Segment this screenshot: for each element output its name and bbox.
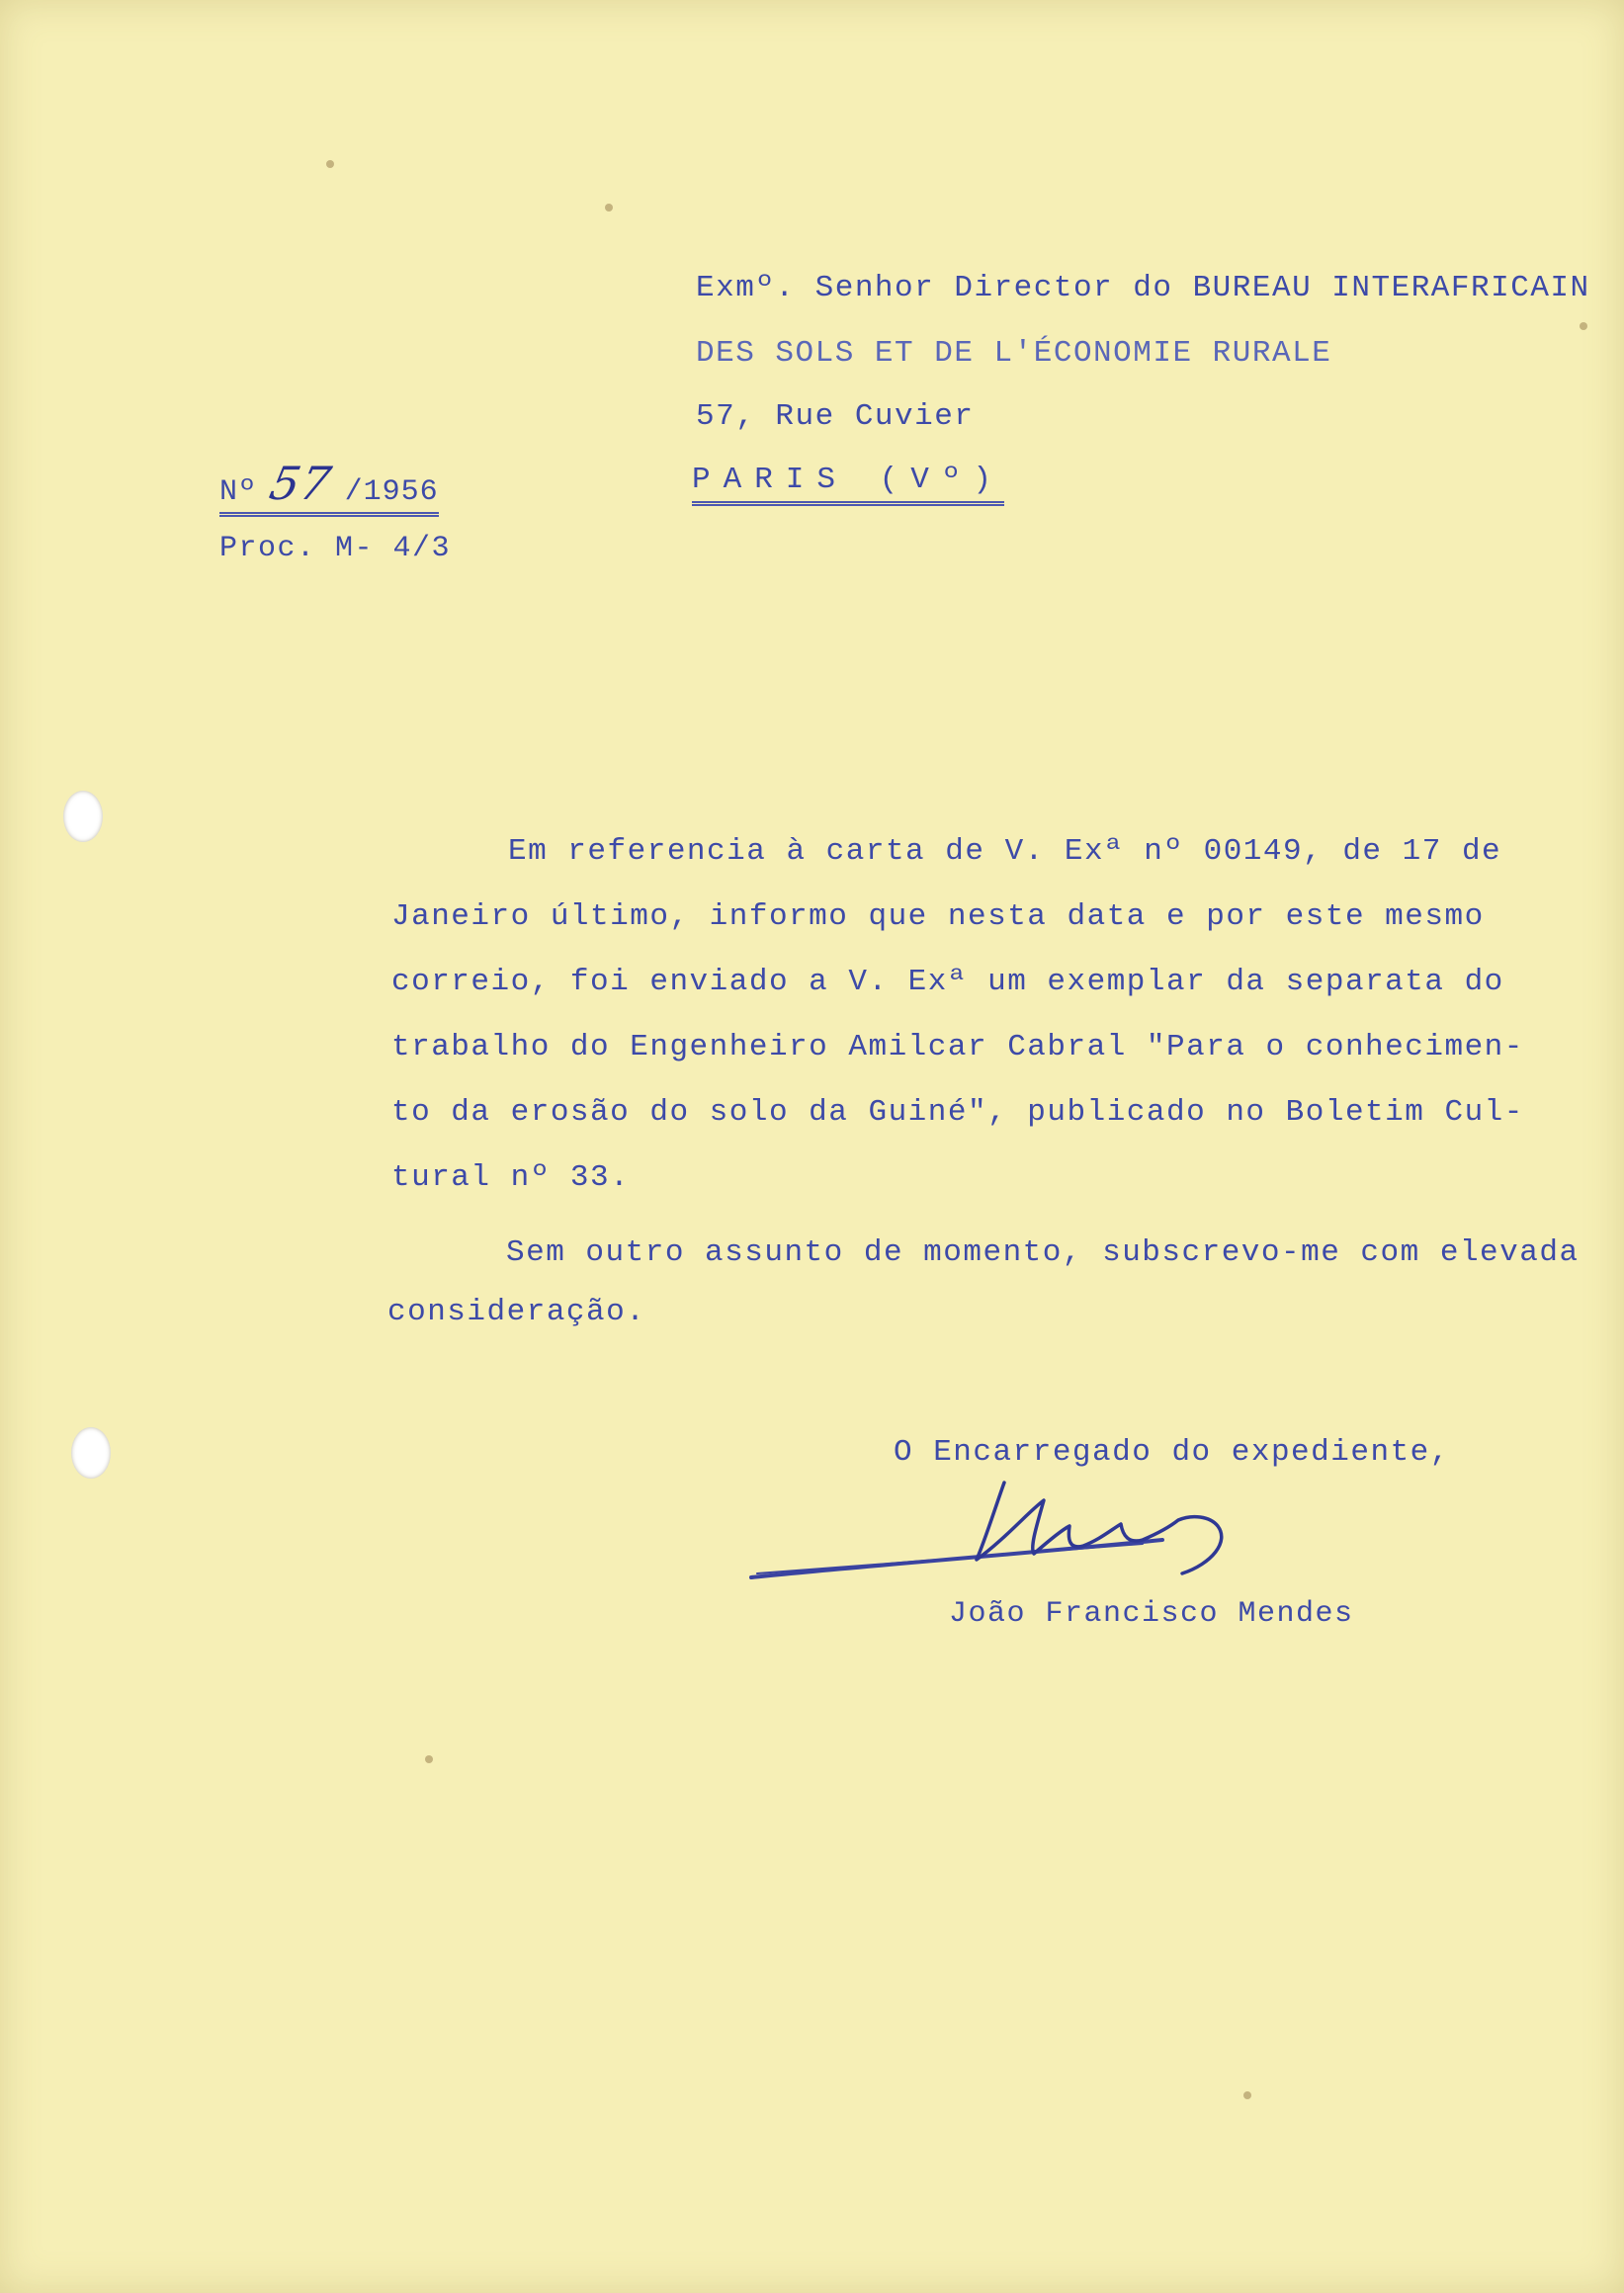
body-line: Sem outro assunto de momento, subscrevo-me com elevada (506, 1235, 1580, 1270)
punch-hole-bottom (71, 1427, 111, 1479)
paper-stain (425, 1755, 433, 1763)
body-line: Em referencia à carta de V. Exª nº 00149, de 17 de (508, 834, 1502, 869)
body-line: Janeiro último, informo que nesta data e por este mesmo (391, 899, 1485, 934)
signature-drawing (747, 1471, 1340, 1589)
number-year: /1956 (344, 475, 439, 509)
signatory-name: João Francisco Mendes (949, 1597, 1354, 1631)
paper-stain (1243, 2091, 1251, 2099)
recipient-address: 57, Rue Cuvier (696, 399, 975, 434)
body-line: tural nº 33. (391, 1160, 631, 1195)
body-line: to da erosão do solo da Guiné", publicado no Boletim Cul- (391, 1095, 1524, 1130)
recipient-city: PARIS (Vº) (692, 463, 1004, 506)
body-line: correio, foi enviado a V. Exª um exemplar da separata do (391, 965, 1504, 999)
handwritten-number: 57 (265, 457, 337, 510)
punch-hole-top (63, 791, 103, 842)
letter-number (219, 457, 439, 517)
body-line: trabalho do Engenheiro Amilcar Cabral "Para o conhecimen- (391, 1030, 1524, 1064)
body-line: consideração. (387, 1295, 646, 1329)
recipient-line-1: Exmº. Senhor Director do BUREAU INTERAFRICAIN (696, 271, 1590, 305)
paper-stain (605, 204, 613, 212)
closing-title: O Encarregado do expediente, (894, 1435, 1450, 1470)
process-reference: Proc. M- 4/3 (219, 532, 452, 565)
number-prefix: Nº (219, 475, 258, 509)
recipient-line-2: DES SOLS ET DE L'ÉCONOMIE RURALE (696, 336, 1332, 371)
paper-stain (1580, 322, 1587, 330)
paper-stain (326, 160, 334, 168)
